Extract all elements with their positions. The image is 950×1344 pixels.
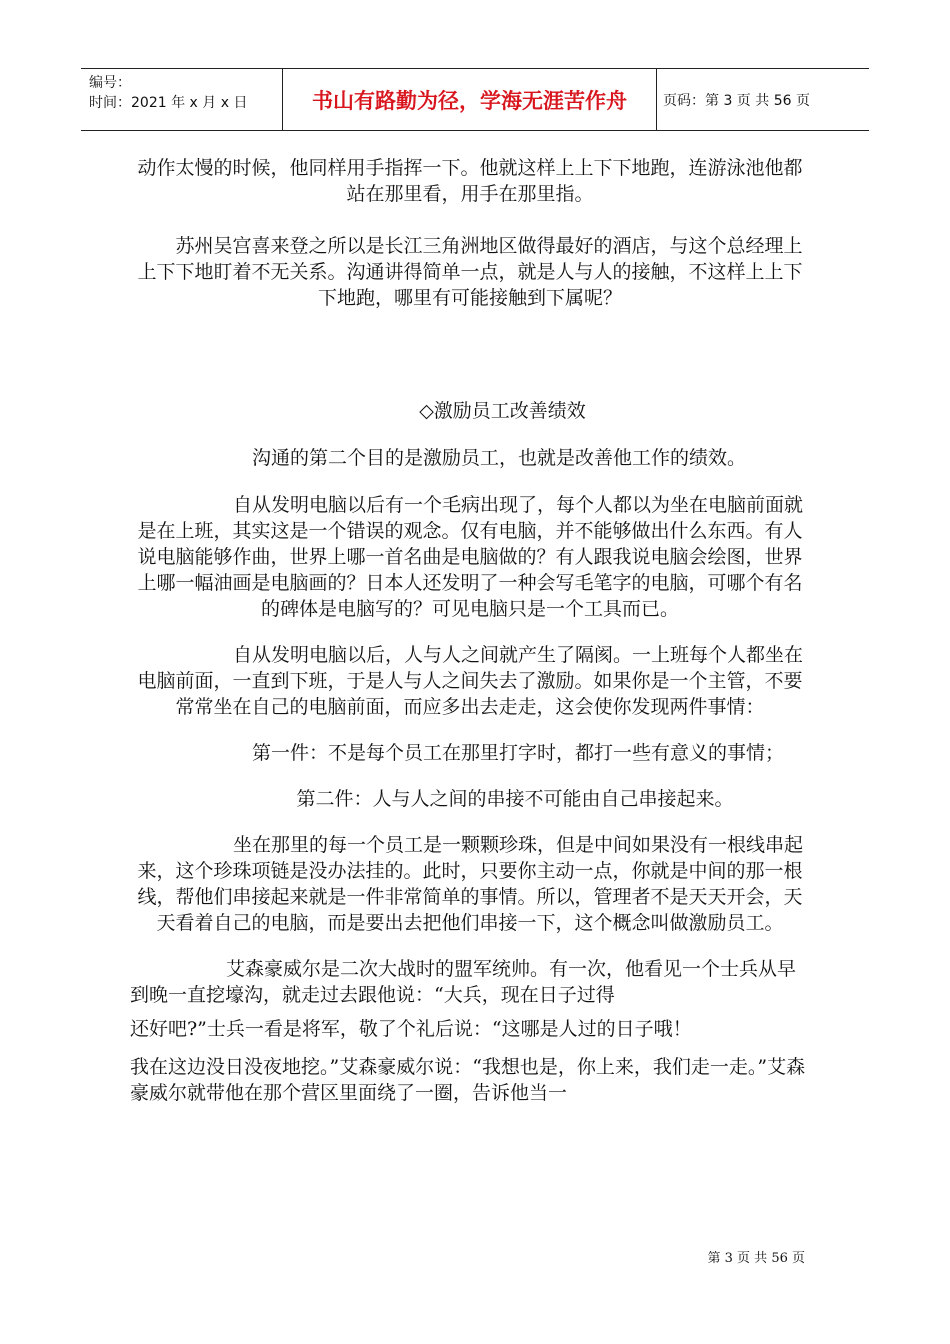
header-meta (89, 73, 247, 113)
header-page-info: 页码：第 3 页 共 56 页 (663, 92, 810, 109)
header-motto: 书山有路勤为径，学海无涯苦作舟 (312, 88, 627, 113)
paragraph: 我在这边没日没夜地挖。”艾森豪威尔说：“我想也是，你上来，我们走一走。”艾森豪威尔就带他在那个营区里面绕了一圈，告诉他当一 (130, 1056, 806, 1104)
paragraph: 艾森豪威尔是二次大战时的盟军统帅。有一次，他看见一个士兵从早到晚一直挖壕沟，就走过去跟他说：“大兵，现在日子过得 (130, 958, 797, 1006)
header-time-label: 时间：2021 年 x 月 x 日 (89, 95, 248, 111)
header-divider (656, 69, 657, 130)
paragraph: 还好吧?”士兵一看是将军，敬了个礼后说：“这哪是人过的日子哦！ (130, 1018, 692, 1040)
paragraph: 坐在那里的每一个员工是一颗颗珍珠，但是中间如果没有一根线串起来，这个珍珠项链是没办法挂的。此时，只要你主动一点，你就是中间的那一根线，帮他们串接起来就是一件非常简单的事情。所以，管理者不是天天开会，天天看着自己的电脑，而是要出去把他们串接一下，这个概念叫做激励员工。 (137, 834, 803, 934)
page-footer: 第 3 页 共 56 页 (707, 1251, 805, 1266)
paragraph: 自从发明电脑以后有一个毛病出现了，每个人都以为坐在电脑前面就是在上班，其实这是一个错误的观念。仅有电脑，并不能够做出什么东西。有人说电脑能够作曲，世界上哪一首名曲是电脑做的？有人跟我说电脑会绘图，世界上哪一幅油画是电脑画的？日本人还发明了一种会写毛笔字的电脑，可哪个有名的碑体是电脑写的？可见电脑只是一个工具而已。 (137, 494, 803, 620)
paragraph: 第二件：人与人之间的串接不可能由自己串接起来。 (296, 788, 734, 810)
paragraph: 自从发明电脑以后，人与人之间就产生了隔阂。一上班每个人都坐在电脑前面，一直到下班，于是人与人之间失去了激励。如果你是一个主管，不要常常坐在自己的电脑前面，而应多出去走走，这会使你发现两件事情： (137, 644, 803, 718)
section-heading: ◇激励员工改善绩效 (419, 400, 586, 422)
paragraph: 沟通的第二个目的是激励员工，也就是改善他工作的绩效。 (251, 447, 746, 469)
paragraph: 动作太慢的时候，他同样用手指挥一下。他就这样上上下下地跑，连游泳池他都站在那里看，用手在那里指。 (137, 157, 803, 205)
paragraph: 苏州吴宫喜来登之所以是长江三角洲地区做得最好的酒店，与这个总经理上上下下地盯着不无关系。沟通讲得简单一点，就是人与人的接触，不这样上上下下地跑，哪里有可能接触到下属呢？ (137, 235, 803, 309)
document-body (130, 150, 810, 1106)
paragraph: 第一件：不是每个员工在那里打字时，都打一些有意义的事情； (251, 742, 784, 764)
header-number-label: 编号： (89, 75, 131, 91)
page-header (81, 68, 869, 131)
